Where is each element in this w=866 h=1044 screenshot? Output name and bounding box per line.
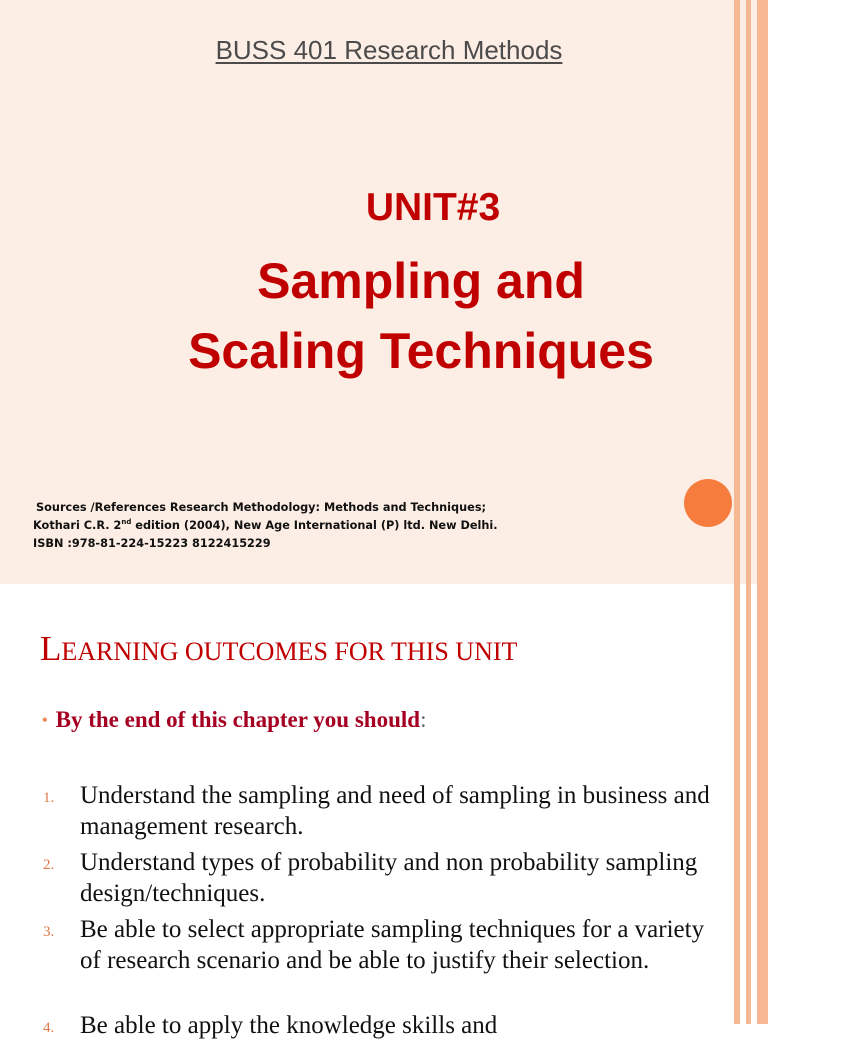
slide-title-line-2: Scaling Techniques: [188, 323, 654, 379]
unit-label: UNIT#3: [365, 186, 501, 229]
list-item-number: 1.: [43, 790, 55, 806]
title-slide: [0, 0, 768, 584]
slide-title: [110, 246, 732, 386]
sources-line-3: ISBN :978-81-224-15223 8122415229: [33, 537, 271, 550]
list-item-number: 4.: [43, 1020, 55, 1036]
slide-title-line-1: Sampling and: [257, 253, 585, 309]
sources-line-2: Kothari C.R. 2nd edition (2004), New Age International (P) ltd. New Delhi.: [33, 518, 498, 532]
course-title: BUSS 401 Research Methods: [215, 35, 563, 65]
list-item-text: Be able to select appropriate sampling techniques for a variety of research scenario and be able to justify their selection.: [80, 916, 705, 974]
list-item-text: Understand the sampling and need of sampling in business and management research.: [80, 782, 710, 840]
decorative-side-bar: [757, 584, 768, 1024]
decorative-side-bar: [746, 0, 751, 584]
learning-outcomes-heading: LEARNING OUTCOMES FOR THIS UNIT: [40, 629, 518, 668]
list-item-number: 2.: [43, 857, 55, 873]
decorative-side-bar: [734, 584, 740, 1024]
list-item-number: 3.: [43, 924, 55, 940]
learning-outcomes-slide: [0, 584, 768, 1039]
lead-bullet: • By the end of this chapter you should:: [42, 707, 427, 732]
list-item-text: Be able to apply the knowledge skills and: [80, 1012, 498, 1039]
orange-circle-icon: [684, 479, 732, 527]
sources-line-1: Sources /References Research Methodology: Methods and Techniques;: [36, 501, 487, 514]
decorative-side-bar: [746, 584, 751, 1024]
bullet-icon: •: [42, 712, 48, 729]
sources-references: [33, 499, 498, 553]
list-item-text: Understand types of probability and non probability sampling design/techniques.: [80, 849, 698, 907]
lead-text: By the end of this chapter you should: [55, 707, 421, 732]
decorative-side-bar: [734, 0, 740, 584]
decorative-side-bar: [757, 0, 768, 584]
